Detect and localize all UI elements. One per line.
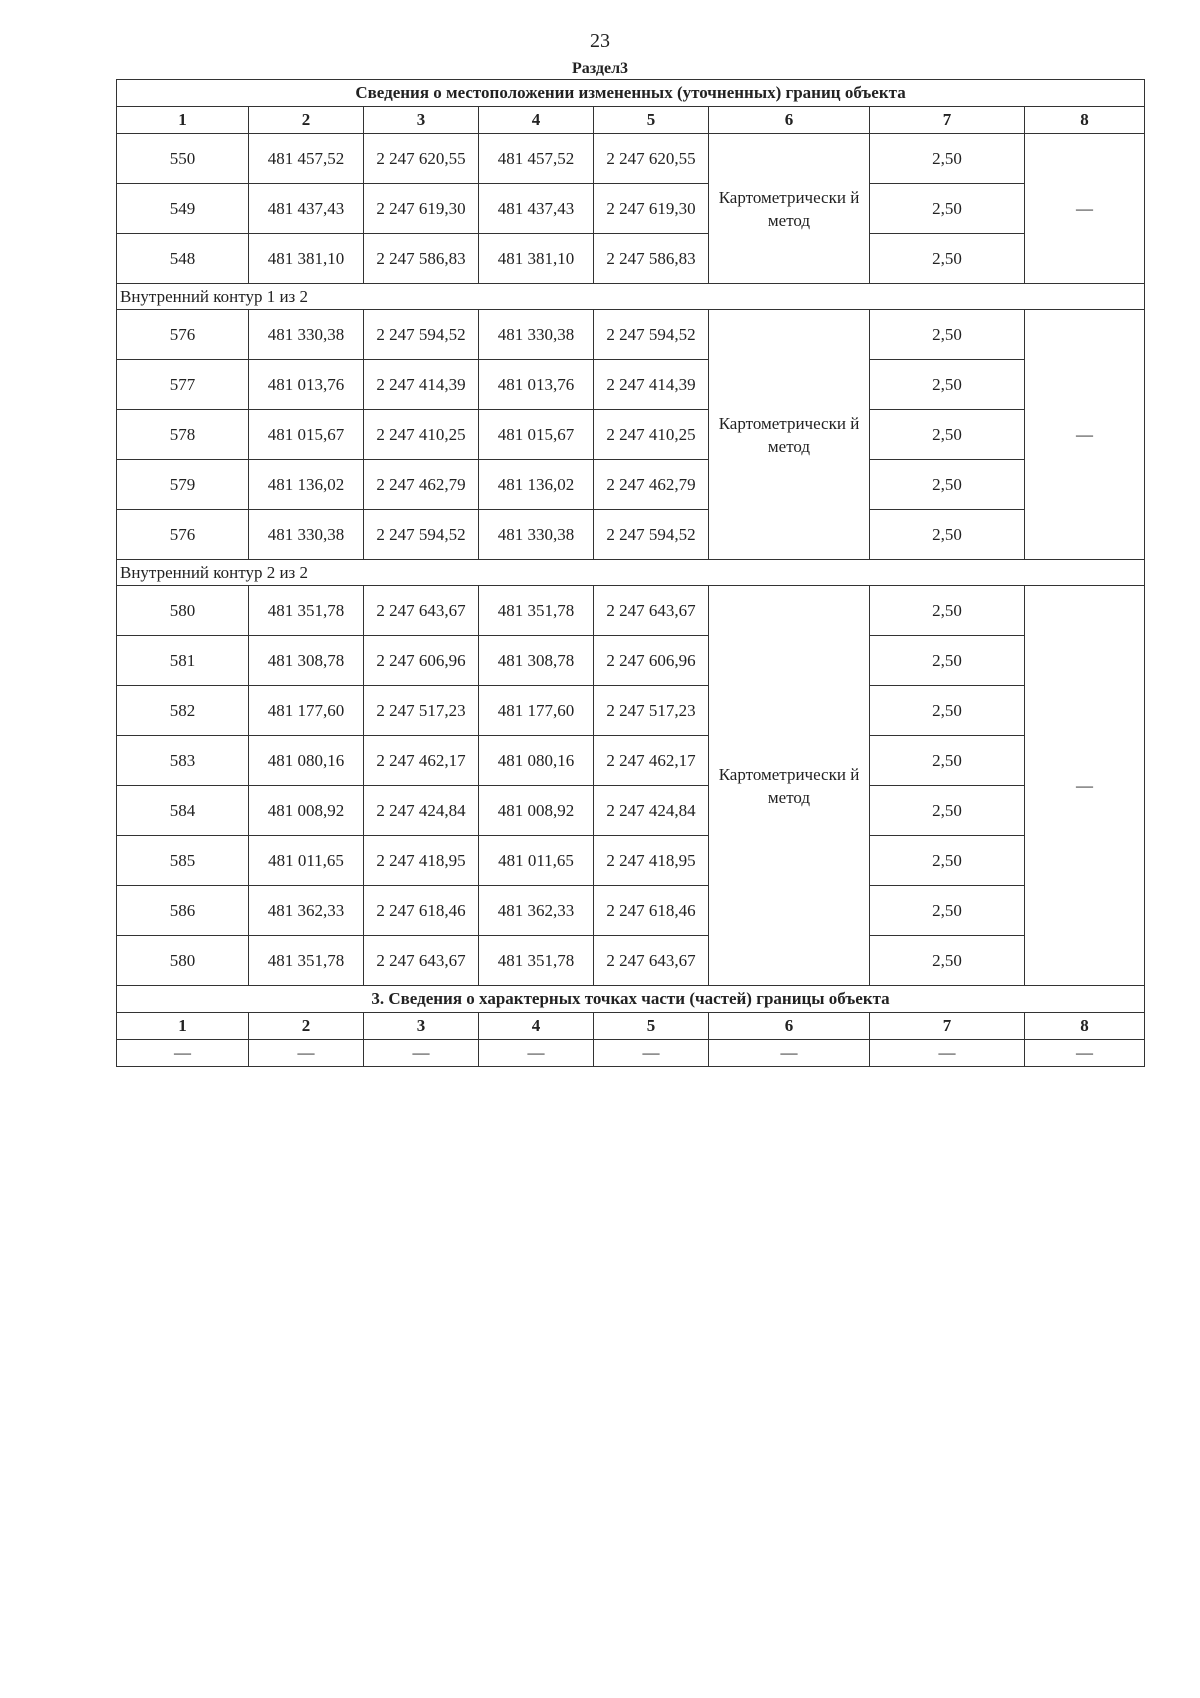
accuracy-value: 2,50 — [870, 936, 1025, 986]
coordinate-x-refined: 481 011,65 — [479, 836, 594, 886]
point-number: 582 — [117, 686, 249, 736]
point-number: 579 — [117, 460, 249, 510]
coordinate-x-existing: 481 015,67 — [249, 410, 364, 460]
coordinate-y-existing: 2 247 643,67 — [364, 936, 479, 986]
accuracy-value: 2,50 — [870, 736, 1025, 786]
accuracy-value: 2,50 — [870, 586, 1025, 636]
accuracy-value: 2,50 — [870, 636, 1025, 686]
column-number: 3 — [364, 1013, 479, 1040]
accuracy-value: 2,50 — [870, 234, 1025, 284]
contour-label-row — [117, 560, 1145, 586]
method-cell: Картометрически й метод — [709, 586, 870, 986]
point-number: 549 — [117, 184, 249, 234]
accuracy-value: 2,50 — [870, 836, 1025, 886]
accuracy-value: 2,50 — [870, 360, 1025, 410]
column-number: 8 — [1025, 107, 1145, 134]
table-row — [117, 686, 1145, 736]
coordinate-y-refined: 2 247 462,17 — [594, 736, 709, 786]
coordinate-y-refined: 2 247 517,23 — [594, 686, 709, 736]
point-number: 576 — [117, 310, 249, 360]
contour-label: Внутренний контур 2 из 2 — [117, 560, 1145, 586]
column-number: 3 — [364, 107, 479, 134]
accuracy-value: 2,50 — [870, 686, 1025, 736]
coordinate-y-refined: 2 247 643,67 — [594, 936, 709, 986]
coordinate-x-existing: 481 351,78 — [249, 936, 364, 986]
coordinate-y-refined: 2 247 619,30 — [594, 184, 709, 234]
point-number: 586 — [117, 886, 249, 936]
section-label: Раздел3 — [571, 60, 629, 77]
point-number: 550 — [117, 134, 249, 184]
column-number-row — [117, 107, 1145, 134]
table-row — [117, 936, 1145, 986]
table-title: Сведения о местоположении измененных (уточненных) границ объекта — [117, 80, 1145, 107]
accuracy-value: 2,50 — [870, 786, 1025, 836]
empty-dash: — — [594, 1040, 709, 1067]
column-number: 1 — [117, 107, 249, 134]
point-number: 580 — [117, 586, 249, 636]
method-cell: Картометрически й метод — [709, 310, 870, 560]
column-number: 6 — [709, 1013, 870, 1040]
point-number: 576 — [117, 510, 249, 560]
column-number: 5 — [594, 107, 709, 134]
accuracy-value: 2,50 — [870, 886, 1025, 936]
empty-dash: — — [117, 1040, 249, 1067]
accuracy-value: 2,50 — [870, 134, 1025, 184]
coordinate-x-existing: 481 013,76 — [249, 360, 364, 410]
empty-dash: — — [709, 1040, 870, 1067]
coordinate-y-existing: 2 247 618,46 — [364, 886, 479, 936]
table-row — [117, 234, 1145, 284]
coordinate-x-existing: 481 381,10 — [249, 234, 364, 284]
coordinate-y-existing: 2 247 414,39 — [364, 360, 479, 410]
table-row — [117, 184, 1145, 234]
point-number: 585 — [117, 836, 249, 886]
coordinate-x-existing: 481 330,38 — [249, 510, 364, 560]
section3-title-row — [117, 986, 1145, 1013]
point-number: 583 — [117, 736, 249, 786]
coordinate-x-existing: 481 177,60 — [249, 686, 364, 736]
coordinate-x-refined: 481 362,33 — [479, 886, 594, 936]
table-row — [117, 586, 1145, 636]
coordinate-x-refined: 481 381,10 — [479, 234, 594, 284]
coordinate-y-refined: 2 247 462,79 — [594, 460, 709, 510]
coordinate-x-refined: 481 330,38 — [479, 310, 594, 360]
table-row — [117, 310, 1145, 360]
coordinate-y-existing: 2 247 410,25 — [364, 410, 479, 460]
accuracy-value: 2,50 — [870, 410, 1025, 460]
coordinate-y-existing: 2 247 619,30 — [364, 184, 479, 234]
column-number: 7 — [870, 107, 1025, 134]
coordinate-y-existing: 2 247 462,79 — [364, 460, 479, 510]
coordinate-y-existing: 2 247 594,52 — [364, 310, 479, 360]
coordinate-x-refined: 481 015,67 — [479, 410, 594, 460]
coordinate-y-refined: 2 247 594,52 — [594, 510, 709, 560]
description-dash: — — [1025, 310, 1145, 560]
coordinate-x-refined: 481 330,38 — [479, 510, 594, 560]
coordinate-x-existing: 481 136,02 — [249, 460, 364, 510]
coordinate-y-refined: 2 247 594,52 — [594, 310, 709, 360]
empty-dash: — — [249, 1040, 364, 1067]
coordinate-y-refined: 2 247 424,84 — [594, 786, 709, 836]
coordinate-x-refined: 481 177,60 — [479, 686, 594, 736]
coordinate-y-existing: 2 247 643,67 — [364, 586, 479, 636]
coordinate-x-existing: 481 457,52 — [249, 134, 364, 184]
accuracy-value: 2,50 — [870, 510, 1025, 560]
column-number: 7 — [870, 1013, 1025, 1040]
coordinate-y-refined: 2 247 643,67 — [594, 586, 709, 636]
coordinate-y-existing: 2 247 606,96 — [364, 636, 479, 686]
coordinate-y-existing: 2 247 424,84 — [364, 786, 479, 836]
coordinate-x-existing: 481 008,92 — [249, 786, 364, 836]
coordinate-y-refined: 2 247 418,95 — [594, 836, 709, 886]
column-number: 5 — [594, 1013, 709, 1040]
coordinate-y-existing: 2 247 594,52 — [364, 510, 479, 560]
point-number: 578 — [117, 410, 249, 460]
point-number: 584 — [117, 786, 249, 836]
table-row — [117, 360, 1145, 410]
table-row — [117, 510, 1145, 560]
coordinate-y-refined: 2 247 410,25 — [594, 410, 709, 460]
empty-dash: — — [870, 1040, 1025, 1067]
table-row — [117, 736, 1145, 786]
boundary-table — [116, 79, 1145, 1067]
coordinate-x-refined: 481 080,16 — [479, 736, 594, 786]
coordinate-y-refined: 2 247 606,96 — [594, 636, 709, 686]
coordinate-x-refined: 481 351,78 — [479, 936, 594, 986]
empty-dash: — — [1025, 1040, 1145, 1067]
section3-title: 3. Сведения о характерных точках части (частей) границы объекта — [117, 986, 1145, 1013]
coordinate-y-existing: 2 247 418,95 — [364, 836, 479, 886]
column-number: 8 — [1025, 1013, 1145, 1040]
table-row — [117, 786, 1145, 836]
coordinate-y-refined: 2 247 620,55 — [594, 134, 709, 184]
table-row — [117, 460, 1145, 510]
coordinate-y-existing: 2 247 462,17 — [364, 736, 479, 786]
coordinate-x-existing: 481 080,16 — [249, 736, 364, 786]
coordinate-x-existing: 481 330,38 — [249, 310, 364, 360]
section3-empty-row — [117, 1040, 1145, 1067]
column-number: 4 — [479, 107, 594, 134]
point-number: 577 — [117, 360, 249, 410]
point-number: 548 — [117, 234, 249, 284]
coordinate-x-refined: 481 308,78 — [479, 636, 594, 686]
coordinate-x-refined: 481 437,43 — [479, 184, 594, 234]
description-dash: — — [1025, 586, 1145, 986]
column-number: 6 — [709, 107, 870, 134]
coordinate-y-refined: 2 247 586,83 — [594, 234, 709, 284]
page-number: 23 — [590, 30, 610, 52]
description-dash: — — [1025, 134, 1145, 284]
coordinate-y-existing: 2 247 620,55 — [364, 134, 479, 184]
coordinate-x-refined: 481 351,78 — [479, 586, 594, 636]
table-row — [117, 134, 1145, 184]
coordinate-x-refined: 481 013,76 — [479, 360, 594, 410]
accuracy-value: 2,50 — [870, 460, 1025, 510]
contour-label-row — [117, 284, 1145, 310]
coordinate-x-existing: 481 351,78 — [249, 586, 364, 636]
method-cell: Картометрически й метод — [709, 134, 870, 284]
empty-dash: — — [364, 1040, 479, 1067]
section3-column-number-row — [117, 1013, 1145, 1040]
coordinate-x-refined: 481 008,92 — [479, 786, 594, 836]
accuracy-value: 2,50 — [870, 310, 1025, 360]
coordinate-x-existing: 481 362,33 — [249, 886, 364, 936]
column-number: 2 — [249, 107, 364, 134]
empty-dash: — — [479, 1040, 594, 1067]
table-row — [117, 410, 1145, 460]
table-row — [117, 636, 1145, 686]
coordinate-y-refined: 2 247 618,46 — [594, 886, 709, 936]
coordinate-y-refined: 2 247 414,39 — [594, 360, 709, 410]
table-row — [117, 886, 1145, 936]
column-number: 4 — [479, 1013, 594, 1040]
table-title-row — [117, 80, 1145, 107]
column-number: 2 — [249, 1013, 364, 1040]
coordinate-y-existing: 2 247 517,23 — [364, 686, 479, 736]
table-row — [117, 836, 1145, 886]
point-number: 580 — [117, 936, 249, 986]
point-number: 581 — [117, 636, 249, 686]
coordinate-y-existing: 2 247 586,83 — [364, 234, 479, 284]
coordinate-x-existing: 481 437,43 — [249, 184, 364, 234]
column-number: 1 — [117, 1013, 249, 1040]
coordinate-x-existing: 481 308,78 — [249, 636, 364, 686]
contour-label: Внутренний контур 1 из 2 — [117, 284, 1145, 310]
coordinate-x-refined: 481 457,52 — [479, 134, 594, 184]
coordinate-x-existing: 481 011,65 — [249, 836, 364, 886]
accuracy-value: 2,50 — [870, 184, 1025, 234]
coordinate-x-refined: 481 136,02 — [479, 460, 594, 510]
